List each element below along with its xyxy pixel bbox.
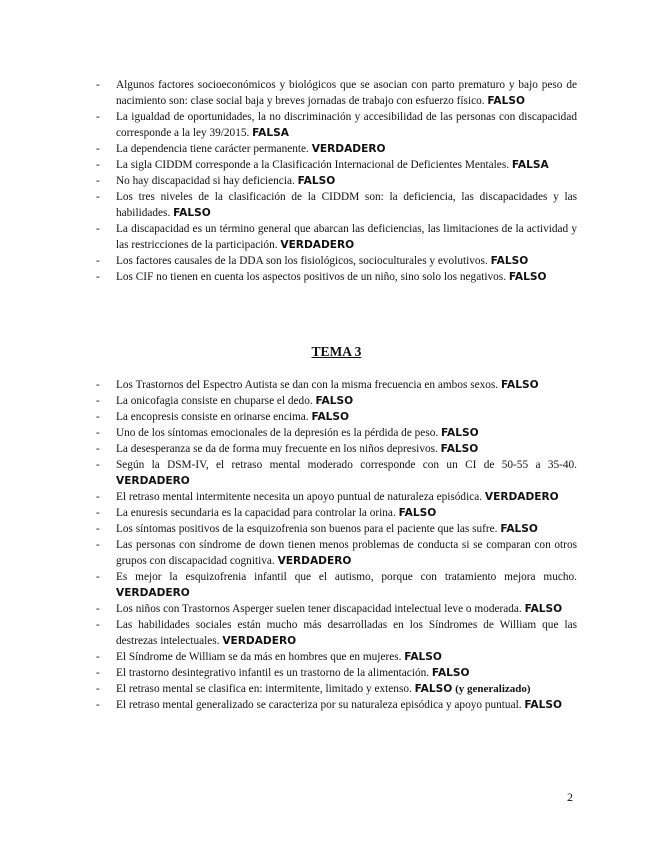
statement-item xyxy=(96,77,577,109)
statement-item xyxy=(96,649,577,665)
statement-item xyxy=(96,393,577,409)
verdict-label: FALSO xyxy=(404,651,442,663)
statement-item xyxy=(96,157,577,173)
statement-text: Los factores causales de la DDA son los fisiológicos, socioculturales y evolutivos. xyxy=(116,255,488,267)
statement-text: Algunos factores socioeconómicos y biológicos que se asocian con parto prematuro y bajo peso de nacimiento son: clase social baja y breves jornadas de trabajo con esfuerzo físico. xyxy=(116,79,577,107)
verdict-label: VERDADERO xyxy=(222,635,297,647)
bullet-dash: - xyxy=(96,255,100,267)
section-heading-tema-3: TEMA 3 xyxy=(311,344,362,359)
verdict-label: VERDADERO xyxy=(116,475,190,487)
statement-item xyxy=(96,441,577,457)
verdict-label: FALSA xyxy=(511,159,549,171)
verdict-label: FALSO xyxy=(414,683,453,695)
statement-text: El retraso mental se clasifica en: intermitente, limitado y extenso. xyxy=(116,683,412,695)
statement-item xyxy=(96,109,577,141)
statement-item xyxy=(96,269,577,285)
bullet-dash: - xyxy=(96,427,100,439)
statement-text: La enuresis secundaria es la capacidad para controlar la orina. xyxy=(116,507,396,519)
statement-item xyxy=(96,189,577,221)
verdict-label: FALSO xyxy=(431,667,470,679)
verdict-label: FALSO xyxy=(311,411,350,423)
statement-item xyxy=(96,253,577,269)
verdict-label: FALSO xyxy=(440,443,479,455)
verdict-label: FALSO xyxy=(173,207,211,219)
verdict-label: FALSO xyxy=(500,523,538,535)
statement-text: Los niños con Trastornos Asperger suelen tener discapacidad intelectual leve o moderada. xyxy=(116,603,522,615)
bullet-dash: - xyxy=(96,223,100,235)
bullet-dash: - xyxy=(96,191,100,203)
verdict-label: VERDADERO xyxy=(116,587,190,599)
statement-text: La discapacidad es un término general que abarcan las deficiencias, las limitaciones de la actividad y las restricciones de la participación. xyxy=(116,223,577,251)
statement-text: La igualdad de oportunidades, la no discriminación y accesibilidad de las personas con discapacidad corresponde a la ley 39/2015. xyxy=(116,111,577,139)
statement-text: Las habilidades sociales están mucho más desarrolladas en los Síndromes de William que las destrezas intelectuales. xyxy=(116,619,577,647)
statement-text: Es mejor la esquizofrenia infantil que el autismo, porque con tratamiento mejora mucho. xyxy=(116,571,577,583)
page-number: 2 xyxy=(567,790,573,804)
statement-item xyxy=(96,489,577,505)
bullet-dash: - xyxy=(96,539,100,551)
verdict-label: FALSO xyxy=(398,507,437,519)
statement-text: La onicofagia consiste en chuparse el dedo. xyxy=(116,395,313,407)
statement-item xyxy=(96,425,577,441)
statement-item xyxy=(96,377,577,393)
statement-text: Los CIF no tienen en cuenta los aspectos positivos de un niño, sino solo los negativos. xyxy=(116,271,507,283)
bullet-dash: - xyxy=(96,523,100,535)
bullet-dash: - xyxy=(96,507,100,519)
verdict-label: FALSO xyxy=(487,95,526,107)
verdict-label: VERDADERO xyxy=(484,491,559,503)
verdict-label: FALSO xyxy=(441,427,479,439)
statement-item xyxy=(96,697,577,713)
bullet-dash: - xyxy=(96,111,100,123)
statement-item xyxy=(96,681,577,697)
bullet-dash: - xyxy=(96,683,100,695)
statement-item xyxy=(96,537,577,569)
statement-text: El retraso mental intermitente necesita un apoyo puntual de naturaleza episódica. xyxy=(116,491,483,503)
statement-text: Los tres niveles de la clasificación de la CIDDM son: la deficiencia, las discapacidades y las habilidades. xyxy=(116,191,577,219)
bullet-dash: - xyxy=(96,651,100,663)
statement-item xyxy=(96,457,577,489)
verdict-label: FALSA xyxy=(252,127,289,139)
statement-item xyxy=(96,521,577,537)
statement-item xyxy=(96,505,577,521)
verdict-note: (y generalizado) xyxy=(455,683,531,695)
bullet-dash: - xyxy=(96,143,100,155)
statement-text: El Síndrome de William se da más en hombres que en mujeres. xyxy=(116,651,402,663)
statement-text: Los Trastornos del Espectro Autista se dan con la misma frecuencia en ambos sexos. xyxy=(116,379,499,391)
verdict-label: FALSO xyxy=(490,255,529,267)
verdict-label: VERDADERO xyxy=(280,239,355,251)
statement-item xyxy=(96,221,577,253)
bullet-dash: - xyxy=(96,271,100,283)
statement-item xyxy=(96,173,577,189)
statement-item xyxy=(96,141,577,157)
bullet-dash: - xyxy=(96,411,100,423)
bullet-dash: - xyxy=(96,667,100,679)
verdict-label: VERDADERO xyxy=(277,555,352,567)
statement-item xyxy=(96,601,577,617)
bullet-dash: - xyxy=(96,443,100,455)
statement-text: La encopresis consiste en orinarse encima. xyxy=(116,411,309,423)
verdict-label: FALSO xyxy=(508,271,547,283)
bullet-dash: - xyxy=(96,159,100,171)
statement-item xyxy=(96,665,577,681)
verdict-label: FALSO xyxy=(315,395,354,407)
statement-text: El retraso mental generalizado se caracteriza por su naturaleza episódica y apoyo puntual. xyxy=(116,699,522,711)
verdict-label: FALSO xyxy=(524,699,562,711)
statement-text: El trastorno desintegrativo infantil es un trastorno de la alimentación. xyxy=(116,667,430,679)
statement-item xyxy=(96,409,577,425)
bullet-dash: - xyxy=(96,491,100,503)
statement-list-top xyxy=(96,77,577,285)
verdict-label: FALSO xyxy=(500,379,539,391)
bullet-dash: - xyxy=(96,619,100,631)
statement-text: Los síntomas positivos de la esquizofrenia son buenos para el paciente que las sufre. xyxy=(116,523,498,535)
bullet-dash: - xyxy=(96,79,100,91)
bullet-dash: - xyxy=(96,603,100,615)
statement-text: La dependencia tiene carácter permanente. xyxy=(116,143,309,155)
statement-text: Las personas con síndrome de down tienen menos problemas de conducta si se comparan con otros grupos con discapacidad cognitiva. xyxy=(116,539,577,567)
statement-text: Uno de los síntomas emocionales de la depresión es la pérdida de peso. xyxy=(116,427,439,439)
statement-text: La desesperanza se da de forma muy frecuente en los niños depresivos. xyxy=(116,443,438,455)
statement-item xyxy=(96,569,577,601)
verdict-label: VERDADERO xyxy=(311,143,386,155)
bullet-dash: - xyxy=(96,699,100,711)
statement-item xyxy=(96,617,577,649)
statement-list-tema-3 xyxy=(96,377,577,713)
bullet-dash: - xyxy=(96,395,100,407)
statement-text: No hay discapacidad si hay deficiencia. xyxy=(116,175,295,187)
bullet-dash: - xyxy=(96,379,100,391)
bullet-dash: - xyxy=(96,175,100,187)
statement-text: Según la DSM-IV, el retraso mental moderado corresponde con un CI de 50-55 a 35-40. xyxy=(116,459,577,471)
bullet-dash: - xyxy=(96,459,100,471)
verdict-label: FALSO xyxy=(524,603,563,615)
statement-text: La sigla CIDDM corresponde a la Clasificación Internacional de Deficientes Mentales. xyxy=(116,159,510,171)
verdict-label: FALSO xyxy=(297,175,336,187)
bullet-dash: - xyxy=(96,571,100,583)
